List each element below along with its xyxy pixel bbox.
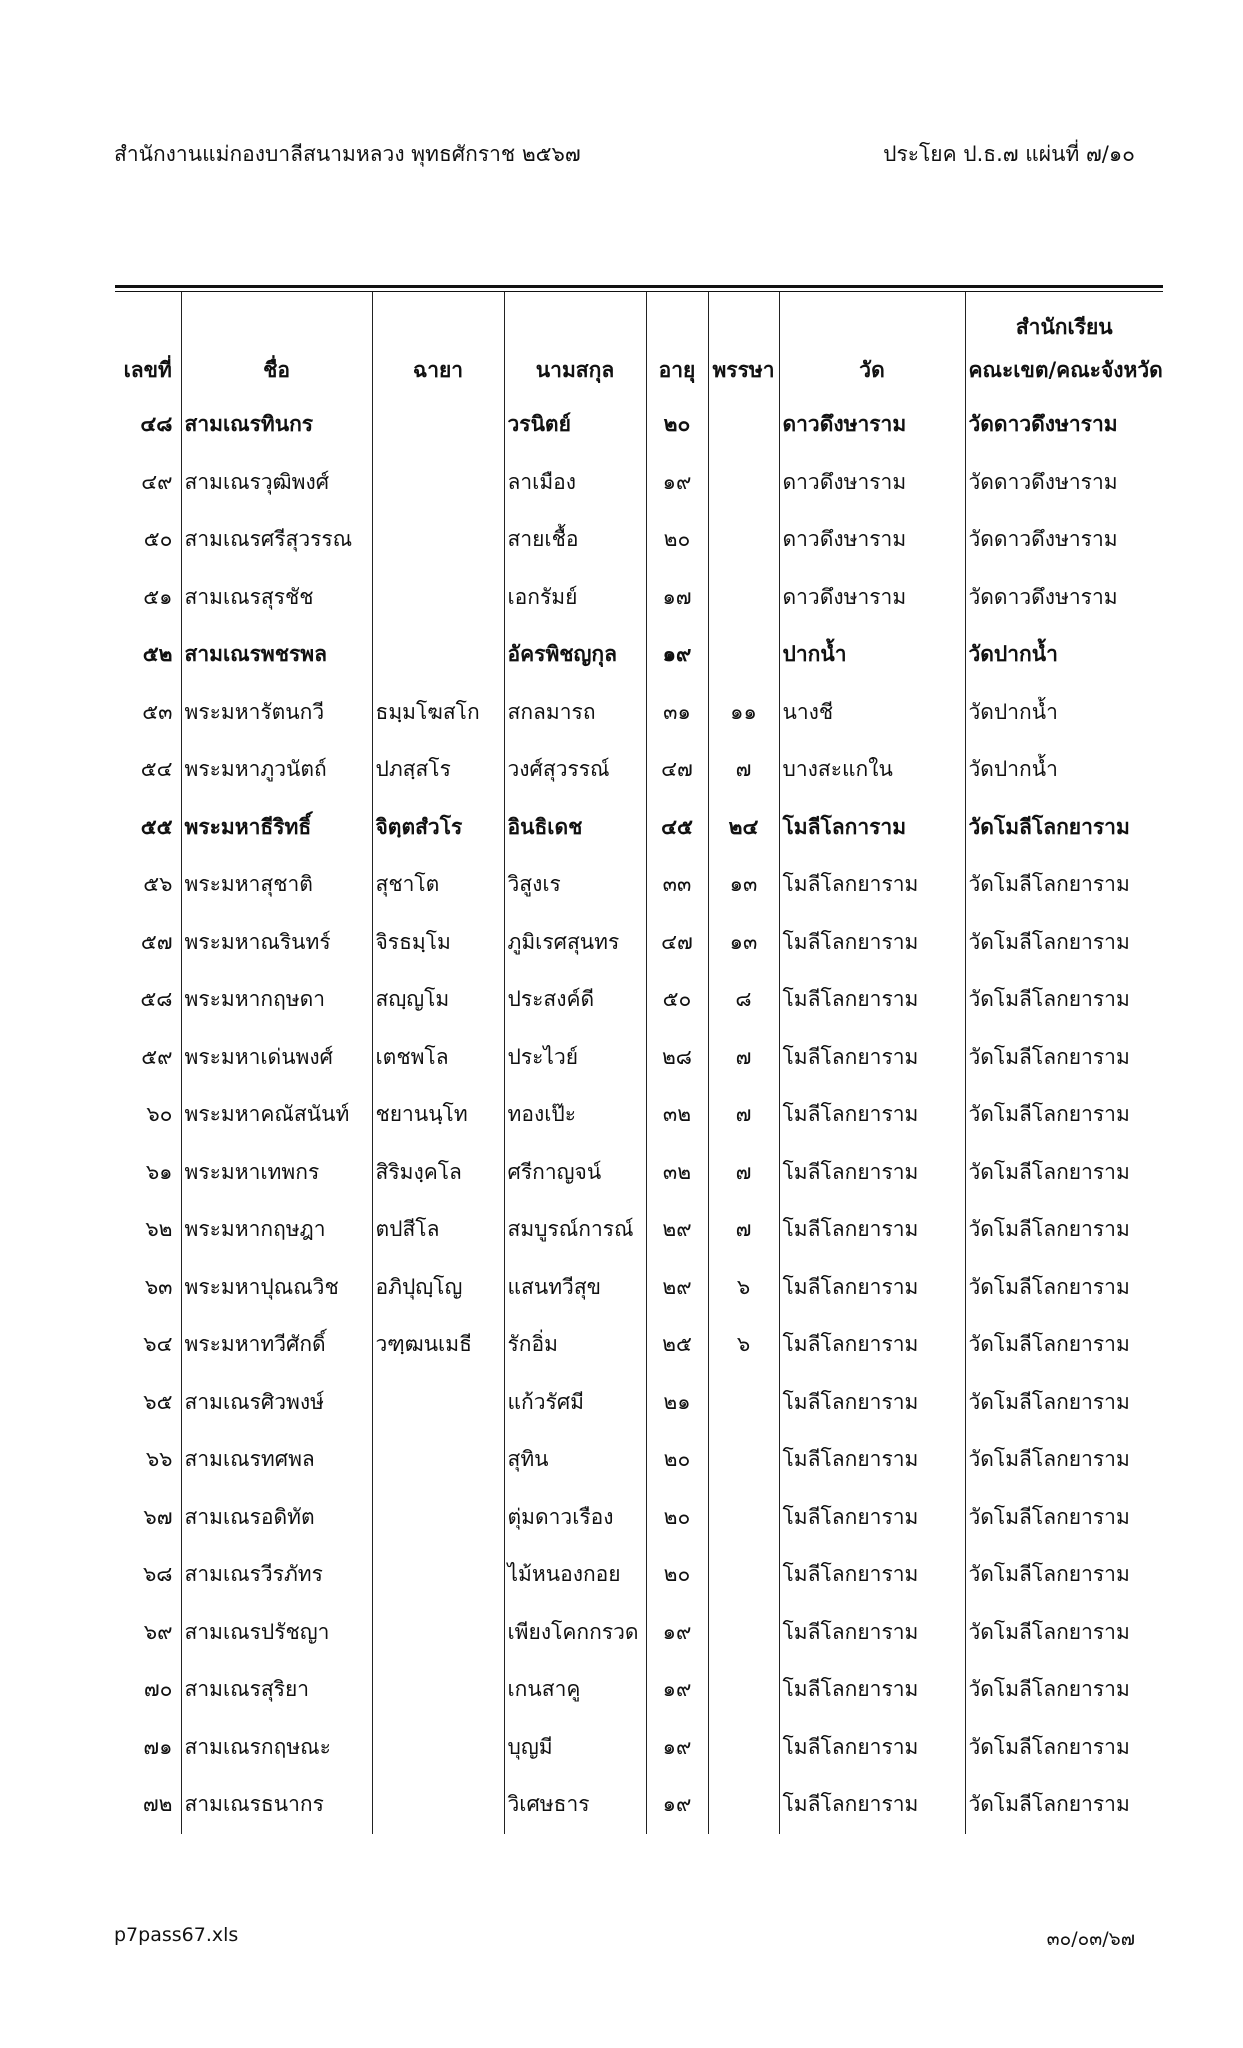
cell-no: ๗๒ [142, 1792, 173, 1817]
table-row [115, 1259, 1163, 1317]
table-row [115, 1776, 1163, 1834]
table-row [115, 856, 1163, 914]
cell-name: สามเณรธนากร [181, 1776, 372, 1834]
cell-phansa: ๗ [708, 1144, 779, 1202]
table-row [115, 741, 1163, 799]
cell-office: วัดโมลีโลกยาราม [965, 1604, 1163, 1662]
cell-wat: โมลีโลกยาราม [779, 1201, 965, 1259]
cell-age: ๔๗ [646, 741, 708, 799]
cell-age: ๑๙ [646, 454, 708, 512]
cell-wat: ดาวดึงษาราม [779, 396, 965, 454]
header-age: อายุ [646, 344, 708, 396]
cell-age: ๔๕ [646, 799, 708, 857]
cell-name: พระมหาเด่นพงศ์ [181, 1029, 372, 1087]
cell-phansa: ๑๑ [708, 684, 779, 742]
cell-age: ๑๙ [646, 1661, 708, 1719]
header-wat: วัด [779, 344, 965, 396]
table-row [115, 1546, 1163, 1604]
table-row [115, 684, 1163, 742]
table-row [115, 626, 1163, 684]
cell-office: วัดโมลีโลกยาราม [965, 799, 1163, 857]
cell-chaya [372, 1489, 504, 1547]
cell-phansa: ๗ [708, 1029, 779, 1087]
footer-date: ๓๐/๐๓/๖๗ [1046, 1928, 1135, 1950]
table-row [115, 569, 1163, 627]
header-right-text: ประโยค ป.ธ.๗ แผ่นที่ ๗/๑๐ [883, 142, 1135, 166]
cell-wat: โมลีโลกยาราม [779, 1661, 965, 1719]
cell-surname: สมบูรณ์การณ์ [504, 1201, 646, 1259]
cell-surname: เกนสาคู [504, 1661, 646, 1719]
cell-office: วัดโมลีโลกยาราม [965, 1546, 1163, 1604]
cell-chaya [372, 569, 504, 627]
header-surname: นามสกุล [504, 344, 646, 396]
cell-age: ๑๙ [646, 1719, 708, 1777]
cell-office: วัดปากน้ำ [965, 626, 1163, 684]
header-left-text: สำนักงานแม่กองบาลีสนามหลวง พุทธศักราช ๒๕๖๗ [114, 142, 581, 166]
cell-no: ๕๙ [141, 1044, 173, 1069]
cell-chaya: ธมฺมโฆสโก [372, 684, 504, 742]
header-chaya: ฉายา [372, 344, 504, 396]
cell-surname: ประไวย์ [504, 1029, 646, 1087]
cell-surname: แสนทวีสุข [504, 1259, 646, 1317]
table-body [115, 396, 1163, 1834]
cell-no: ๕๗ [140, 929, 173, 954]
cell-age: ๒๐ [646, 1489, 708, 1547]
cell-office: วัดโมลีโลกยาราม [965, 1374, 1163, 1432]
cell-name: พระมหาณรินทร์ [181, 914, 372, 972]
cell-age: ๒๙ [646, 1259, 708, 1317]
cell-office: วัดโมลีโลกยาราม [965, 1316, 1163, 1374]
cell-phansa: ๒๔ [708, 799, 779, 857]
cell-surname: เพียงโคกกรวด [504, 1604, 646, 1662]
cell-wat: โมลีโลกยาราม [779, 971, 965, 1029]
cell-surname: อัครพิชญกุล [504, 626, 646, 684]
cell-surname: วงศ์สุวรรณ์ [504, 741, 646, 799]
cell-surname: เอกรัมย์ [504, 569, 646, 627]
cell-office: วัดดาวดึงษาราม [965, 511, 1163, 569]
footer-filename: p7pass67.xls [114, 1924, 239, 1946]
results-table [115, 292, 1163, 1834]
cell-wat: โมลีโลกยาราม [779, 1259, 965, 1317]
cell-name: พระมหากฤษฎา [181, 1201, 372, 1259]
cell-age: ๑๙ [646, 1604, 708, 1662]
cell-age: ๒๑ [646, 1374, 708, 1432]
cell-surname: วิสูงเร [504, 856, 646, 914]
cell-age: ๓๓ [646, 856, 708, 914]
cell-age: ๒๐ [646, 396, 708, 454]
cell-phansa: ๗ [708, 741, 779, 799]
cell-wat: บางสะแกใน [779, 741, 965, 799]
cell-age: ๑๙ [646, 1776, 708, 1834]
table-row [115, 1489, 1163, 1547]
table-row [115, 799, 1163, 857]
cell-office: วัดโมลีโลกยาราม [965, 1776, 1163, 1834]
cell-phansa [708, 1719, 779, 1777]
cell-chaya: ชยานนฺโท [372, 1086, 504, 1144]
cell-phansa: ๖ [708, 1316, 779, 1374]
cell-chaya: วฑฺฒนเมธี [372, 1316, 504, 1374]
cell-phansa: ๘ [708, 971, 779, 1029]
cell-chaya [372, 511, 504, 569]
cell-wat: โมลีโลกยาราม [779, 1029, 965, 1087]
cell-office: วัดโมลีโลกยาราม [965, 1086, 1163, 1144]
cell-age: ๑๗ [646, 569, 708, 627]
cell-wat: โมลีโลกยาราม [779, 1776, 965, 1834]
cell-surname: รักอิ่ม [504, 1316, 646, 1374]
cell-wat: โมลีโลการาม [779, 799, 965, 857]
cell-phansa [708, 1431, 779, 1489]
cell-surname: บุญมี [504, 1719, 646, 1777]
cell-age: ๕๐ [646, 971, 708, 1029]
cell-name: พระมหาปุณณวิช [181, 1259, 372, 1317]
table-row [115, 1316, 1163, 1374]
cell-surname: แก้วรัศมี [504, 1374, 646, 1432]
table-row [115, 511, 1163, 569]
cell-chaya: จิตฺตสํวโร [372, 799, 504, 857]
table-row [115, 1431, 1163, 1489]
cell-chaya [372, 1776, 504, 1834]
cell-office: วัดโมลีโลกยาราม [965, 914, 1163, 972]
cell-chaya [372, 1661, 504, 1719]
cell-no: ๗๐ [143, 1677, 173, 1702]
cell-no: ๖๐ [146, 1102, 173, 1127]
cell-phansa [708, 454, 779, 512]
cell-phansa: ๑๓ [708, 856, 779, 914]
cell-chaya: อภิปุญฺโญ [372, 1259, 504, 1317]
cell-no: ๕๒ [142, 642, 173, 667]
cell-surname: สกลมารถ [504, 684, 646, 742]
cell-age: ๓๒ [646, 1086, 708, 1144]
cell-name: สามเณรวุฒิพงศ์ [181, 454, 372, 512]
cell-age: ๒๕ [646, 1316, 708, 1374]
cell-wat: ดาวดึงษาราม [779, 569, 965, 627]
cell-surname: อินธิเดช [504, 799, 646, 857]
cell-phansa: ๖ [708, 1259, 779, 1317]
cell-no: ๖๑ [145, 1159, 173, 1184]
cell-wat: โมลีโลกยาราม [779, 1086, 965, 1144]
cell-chaya [372, 454, 504, 512]
cell-surname: ภูมิเรศสุนทร [504, 914, 646, 972]
header-no: เลขที่ [123, 357, 172, 382]
cell-office: วัดโมลีโลกยาราม [965, 1144, 1163, 1202]
table-header-row-1 [115, 292, 1163, 344]
cell-chaya [372, 626, 504, 684]
header-office-line2: คณะเขต/คณะจังหวัด [965, 344, 1163, 396]
table-row [115, 914, 1163, 972]
cell-wat: โมลีโลกยาราม [779, 1489, 965, 1547]
cell-phansa: ๗ [708, 1201, 779, 1259]
cell-name: สามเณรทินกร [181, 396, 372, 454]
cell-office: วัดโมลีโลกยาราม [965, 1489, 1163, 1547]
cell-wat: โมลีโลกยาราม [779, 1374, 965, 1432]
cell-wat: ปากน้ำ [779, 626, 965, 684]
cell-phansa [708, 1374, 779, 1432]
cell-name: สามเณรพชรพล [181, 626, 372, 684]
cell-chaya: สิริมงฺคโล [372, 1144, 504, 1202]
cell-phansa [708, 569, 779, 627]
cell-wat: โมลีโลกยาราม [779, 856, 965, 914]
cell-office: วัดโมลีโลกยาราม [965, 1201, 1163, 1259]
cell-office: วัดดาวดึงษาราม [965, 569, 1163, 627]
table-row [115, 1374, 1163, 1432]
cell-surname: ทองเป๊ะ [504, 1086, 646, 1144]
cell-name: สามเณรอดิทัต [181, 1489, 372, 1547]
cell-office: วัดดาวดึงษาราม [965, 396, 1163, 454]
cell-phansa [708, 396, 779, 454]
cell-age: ๑๙ [646, 626, 708, 684]
cell-surname: วิเศษธาร [504, 1776, 646, 1834]
table-row [115, 1604, 1163, 1662]
cell-no: ๕๘ [140, 987, 173, 1012]
cell-chaya: ปภสฺสโร [372, 741, 504, 799]
cell-wat: ดาวดึงษาราม [779, 511, 965, 569]
cell-name: สามเณรสุริยา [181, 1661, 372, 1719]
cell-chaya [372, 396, 504, 454]
cell-no: ๕๓ [142, 699, 173, 724]
cell-name: พระมหาสุชาติ [181, 856, 372, 914]
cell-chaya: เตชพโล [372, 1029, 504, 1087]
cell-phansa [708, 1546, 779, 1604]
cell-surname: สายเชื้อ [504, 511, 646, 569]
cell-no: ๕๖ [143, 872, 173, 897]
cell-age: ๒๐ [646, 1431, 708, 1489]
cell-wat: โมลีโลกยาราม [779, 1316, 965, 1374]
table-row [115, 1144, 1163, 1202]
cell-office: วัดโมลีโลกยาราม [965, 1431, 1163, 1489]
cell-phansa [708, 1776, 779, 1834]
cell-no: ๖๙ [143, 1619, 173, 1644]
cell-wat: โมลีโลกยาราม [779, 1144, 965, 1202]
header-office-line1: สำนักเรียน [965, 292, 1163, 344]
cell-wat: ดาวดึงษาราม [779, 454, 965, 512]
cell-office: วัดโมลีโลกยาราม [965, 1661, 1163, 1719]
table-row [115, 1661, 1163, 1719]
cell-chaya [372, 1604, 504, 1662]
table-row [115, 1029, 1163, 1087]
header-phansa: พรรษา [708, 344, 779, 396]
cell-no: ๕๐ [143, 527, 173, 552]
cell-office: วัดโมลีโลกยาราม [965, 971, 1163, 1029]
cell-age: ๓๑ [646, 684, 708, 742]
cell-wat: โมลีโลกยาราม [779, 914, 965, 972]
cell-age: ๒๐ [646, 1546, 708, 1604]
cell-wat: นางชี [779, 684, 965, 742]
cell-age: ๒๙ [646, 1201, 708, 1259]
cell-chaya: สญฺญโม [372, 971, 504, 1029]
cell-phansa [708, 1661, 779, 1719]
cell-chaya [372, 1374, 504, 1432]
cell-phansa [708, 1489, 779, 1547]
table-row [115, 1719, 1163, 1777]
cell-wat: โมลีโลกยาราม [779, 1604, 965, 1662]
cell-phansa [708, 626, 779, 684]
cell-no: ๖๘ [142, 1562, 173, 1587]
cell-name: สามเณรศรีสุวรรณ [181, 511, 372, 569]
cell-no: ๖๗ [143, 1504, 173, 1529]
cell-name: สามเณรกฤษณะ [181, 1719, 372, 1777]
cell-wat: โมลีโลกยาราม [779, 1546, 965, 1604]
cell-surname: ไม้หนองกอย [504, 1546, 646, 1604]
cell-surname: ประสงค์ดี [504, 971, 646, 1029]
cell-age: ๒๐ [646, 511, 708, 569]
cell-name: พระมหาภูวนัตถ์ [181, 741, 372, 799]
cell-no: ๔๙ [141, 469, 173, 494]
cell-office: วัดปากน้ำ [965, 741, 1163, 799]
cell-office: วัดปากน้ำ [965, 684, 1163, 742]
cell-phansa [708, 1604, 779, 1662]
cell-chaya: จิรธมฺโม [372, 914, 504, 972]
table-row [115, 396, 1163, 454]
cell-chaya [372, 1546, 504, 1604]
cell-no: ๗๑ [143, 1734, 173, 1759]
header-name: ชื่อ [181, 344, 372, 396]
cell-phansa: ๑๓ [708, 914, 779, 972]
cell-no: ๕๑ [143, 584, 173, 609]
cell-chaya [372, 1431, 504, 1489]
cell-surname: ศรีกาญจน์ [504, 1144, 646, 1202]
cell-no: ๖๔ [143, 1332, 173, 1357]
cell-chaya: สุชาโต [372, 856, 504, 914]
cell-name: พระมหากฤษดา [181, 971, 372, 1029]
cell-no: ๖๕ [143, 1389, 173, 1414]
cell-phansa: ๗ [708, 1086, 779, 1144]
cell-name: สามเณรวีรภัทร [181, 1546, 372, 1604]
cell-name: พระมหาคณัสนันท์ [181, 1086, 372, 1144]
cell-age: ๒๘ [646, 1029, 708, 1087]
cell-surname: ตุ่มดาวเรือง [504, 1489, 646, 1547]
cell-phansa [708, 511, 779, 569]
cell-chaya: ตปสีโล [372, 1201, 504, 1259]
cell-no: ๔๘ [140, 412, 173, 437]
cell-no: ๕๔ [140, 757, 173, 782]
cell-office: วัดดาวดึงษาราม [965, 454, 1163, 512]
table-row [115, 454, 1163, 512]
cell-name: พระมหาเทพกร [181, 1144, 372, 1202]
cell-age: ๔๗ [646, 914, 708, 972]
cell-surname: ลาเมือง [504, 454, 646, 512]
cell-name: สามเณรสุรชัช [181, 569, 372, 627]
cell-surname: วรนิตย์ [504, 396, 646, 454]
cell-wat: โมลีโลกยาราม [779, 1719, 965, 1777]
cell-office: วัดโมลีโลกยาราม [965, 856, 1163, 914]
cell-no: ๖๓ [144, 1274, 173, 1299]
cell-surname: สุทิน [504, 1431, 646, 1489]
cell-name: สามเณรศิวพงษ์ [181, 1374, 372, 1432]
table-header-row-2 [115, 344, 1163, 396]
cell-office: วัดโมลีโลกยาราม [965, 1719, 1163, 1777]
results-table-container [115, 285, 1163, 1834]
cell-name: สามเณรปรัชญา [181, 1604, 372, 1662]
table-row [115, 971, 1163, 1029]
cell-chaya [372, 1719, 504, 1777]
cell-age: ๓๒ [646, 1144, 708, 1202]
cell-name: พระมหาธีริทธิ์ [181, 799, 372, 857]
cell-no: ๖๒ [145, 1217, 173, 1242]
cell-name: สามเณรทศพล [181, 1431, 372, 1489]
cell-office: วัดโมลีโลกยาราม [965, 1029, 1163, 1087]
cell-no: ๕๕ [140, 814, 173, 839]
cell-no: ๖๖ [145, 1447, 173, 1472]
cell-name: พระมหาทวีศักดิ์ [181, 1316, 372, 1374]
table-row [115, 1201, 1163, 1259]
cell-name: พระมหารัตนกวี [181, 684, 372, 742]
cell-wat: โมลีโลกยาราม [779, 1431, 965, 1489]
cell-office: วัดโมลีโลกยาราม [965, 1259, 1163, 1317]
table-row [115, 1086, 1163, 1144]
